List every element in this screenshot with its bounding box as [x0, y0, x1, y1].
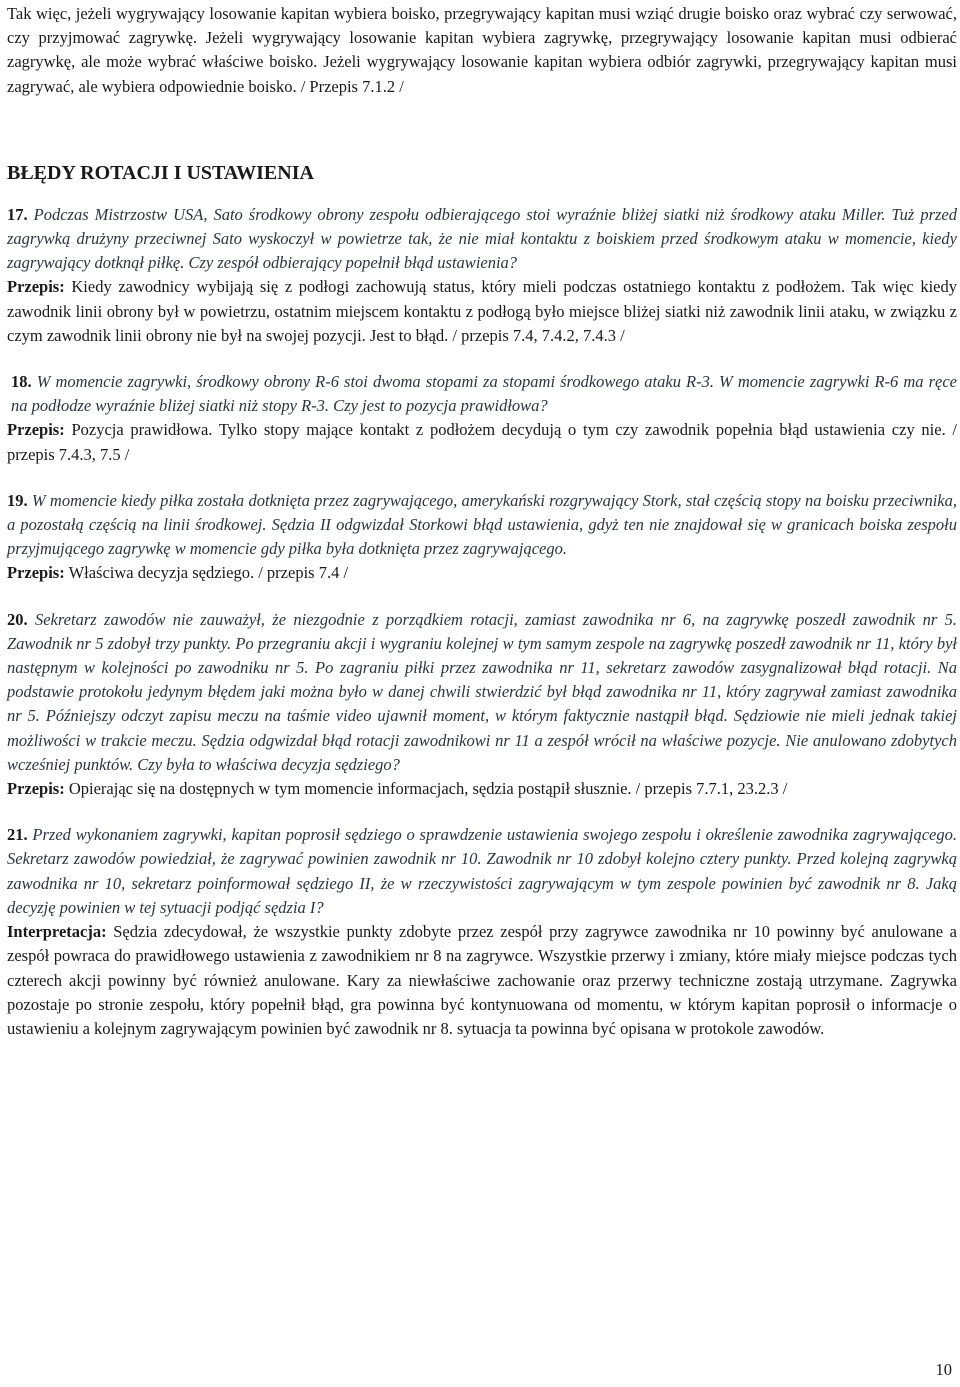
item-question — [7, 608, 957, 777]
answer-label: Interpretacja: — [7, 922, 107, 942]
answer-text: Opierając się na dostępnych w tym momencie informacjach, sędzia postąpił słusznie. / przepis 7.7.1, 23.2.3 / — [68, 779, 788, 799]
item-number: 20. — [7, 609, 28, 629]
answer-text: Pozycja prawidłowa. Tylko stopy mające kontakt z podłożem decydują o tym czy zawodnik popełnia błąd ustawienia czy nie. / przepis 7.4.3, 7.5 / — [7, 420, 957, 464]
item-number: 19. — [7, 490, 28, 510]
item-19 — [7, 489, 957, 586]
answer-text: Kiedy zawodnicy wybijają się z podłogi zachowują status, który mieli podczas ostatniego kontaktu z podłożem. Tak więc kiedy zawodnik linii obrony był w powietrzu, ostatnim miejscem kontaktu z podłogą było miejsce bliżej siatki niż zawodnik linii ataku, w związku z czym zawodnik linii obrony nie był na swojej pozycji. Jest to błąd. / przepis 7.4, 7.4.2, 7.4.3 / — [7, 277, 958, 345]
item-question — [11, 370, 957, 418]
intro-paragraph: Tak więc, jeżeli wygrywający losowanie kapitan wybiera boisko, przegrywający kapitan musi wziąć drugie boisko oraz wybrać czy serwować, czy przyjmować zagrywkę. Jeżeli wygrywający losowanie kapitan wybiera zagrywkę, przegrywający losowanie kapitan musi odbierać zagrywkę, ale może wybrać właściwe boisko. Jeżeli wygrywający losowanie kapitan wybiera odbiór zagrywki, przegrywający kapitan musi zagrywać, ale wybiera odpowiednie boisko. / Przepis 7.1.2 / — [7, 4, 957, 96]
question-text: Podczas Mistrzostw USA, Sato środkowy obrony zespołu odbierającego stoi wyraźnie bliżej siatki niż środkowy ataku Miller. Tuż przed zagrywką drużyny przeciwnej Sato wyskoczył w powietrze tak, że nie miał kontaktu z boiskiem przed środkowym ataku w momencie, kiedy zagrywający dotknął piłkę. Czy zespół odbierający popełnił błąd ustawienia? — [7, 204, 958, 273]
item-number: 18. — [11, 372, 32, 392]
item-18 — [7, 370, 957, 418]
spacer — [7, 99, 957, 161]
page-number: 10 — [935, 1360, 952, 1379]
item-question — [7, 203, 957, 276]
item-number: 17. — [7, 204, 28, 224]
spacer — [7, 801, 957, 823]
item-17 — [7, 203, 957, 348]
item-21 — [7, 823, 957, 1041]
spacer — [7, 467, 957, 489]
answer-label: Przepis: — [7, 420, 65, 440]
item-answer — [7, 920, 957, 1041]
item-question — [7, 823, 957, 920]
answer-label: Przepis: — [7, 563, 65, 583]
item-answer — [7, 275, 957, 348]
question-text: W momencie zagrywki, środkowy obrony R-6 stoi dwoma stopami za stopami środkowego ataku R-3. W momencie zagrywki R-6 ma ręce na podłodze wyraźnie bliżej siatki niż stopy R-3. Czy jest to pozycja prawidłowa? — [11, 372, 957, 416]
item-answer — [7, 418, 957, 466]
spacer — [7, 348, 957, 370]
answer-text: Sędzia zdecydował, że wszystkie punkty zdobyte przez zespół przy zagrywce zawodnika nr 10 powinny być anulowane a zespół powraca do prawidłowego ustawienia z zawodnikiem nr 8 na zagrywce. Wszystkie przerwy i zmiany, które miały miejsce podczas tych czterech akcji powinny być również anulowane. Kary za niewłaściwe zachowanie oraz przerwy techniczne zostają utrzymane. Zagrywka pozostaje po stronie zespołu, który popełnił błąd, gra powinna być kontynuowana od momentu, w którym kapitan poprosił o informacje o ustawieniu a kolejnym zagrywającym powinien być zawodnik nr 8. sytuacja ta powinna być opisana w protokole zawodów. — [7, 922, 957, 1038]
item-answer — [7, 777, 957, 801]
document-page — [7, 2, 957, 1041]
item-question — [7, 489, 957, 562]
item-answer — [7, 561, 957, 585]
section-heading: BŁĘDY ROTACJI I USTAWIENIA — [7, 161, 314, 184]
question-text: W momencie kiedy piłka została dotknięta przez zagrywającego, amerykański rozgrywający Stork, stał częścią stopy na boisku przeciwnika, a pozostałą częścią na linii środkowej. Sędzia II odgwizdał Storkowi błąd ustawienia, gdyż ten nie znajdował się w granicach boiska zespołu przyjmującego zagrywkę w momencie gdy piłka była dotknięta przez zagrywającego. — [7, 490, 958, 559]
item-number: 21. — [7, 825, 28, 845]
spacer — [7, 586, 957, 608]
answer-label: Przepis: — [7, 779, 65, 799]
answer-text: Właściwa decyzja sędziego. / przepis 7.4 / — [68, 563, 349, 583]
answer-label: Przepis: — [7, 277, 65, 297]
question-text: Sekretarz zawodów nie zauważył, że niezgodnie z porządkiem rotacji, zamiast zawodnika nr 6, na zagrywkę poszedł zawodnik nr 5. Zawodnik nr 5 zdobył trzy punkty. Po przegraniu akcji i wygraniu kolejnej w tym samym zespole na zagrywkę poszedł zawodnik nr 11, który był następnym w kolejności po zawodniku nr 5. Po zagraniu piłki przez zawodnika nr 11, sekretarz zawodów zasygnalizował błąd rotacji. Na podstawie protokołu jedynym błędem jaki można było w danej chwili stwierdzić był błąd zawodnika nr 11, który zagrywał zamiast zawodnika nr 5. Późniejszy odczyt zapisu meczu na taśmie video ujawnił moment, w którym faktycznie nastąpił błąd. Sędziowie nie mieli jednak takiej możliwości w trakcie meczu. Sędzia odgwizdał błąd rotacji zawodnikowi nr 11 a zespół wrócił na właściwe pozycje. Nie anulowano zdobytych wcześniej punktów. Czy była to właściwa decyzja sędziego? — [7, 609, 957, 774]
question-text: Przed wykonaniem zagrywki, kapitan poprosił sędziego o sprawdzenie ustawienia swojego zespołu i określenie zawodnika zagrywającego. Sekretarz zawodów powiedział, że zagrywać powinien zawodnik nr 10. Zawodnik nr 10 zdobył kolejno cztery punkty. Przed kolejną zagrywką zawodnika nr 10, sekretarz poinformował sędziego II, że w rzeczywistości zagrywającym w tym zespole powinien być zawodnik nr 8. Jaką decyzję powinien w tej sytuacji podjąć sędzia I? — [7, 825, 958, 917]
item-20 — [7, 608, 957, 802]
